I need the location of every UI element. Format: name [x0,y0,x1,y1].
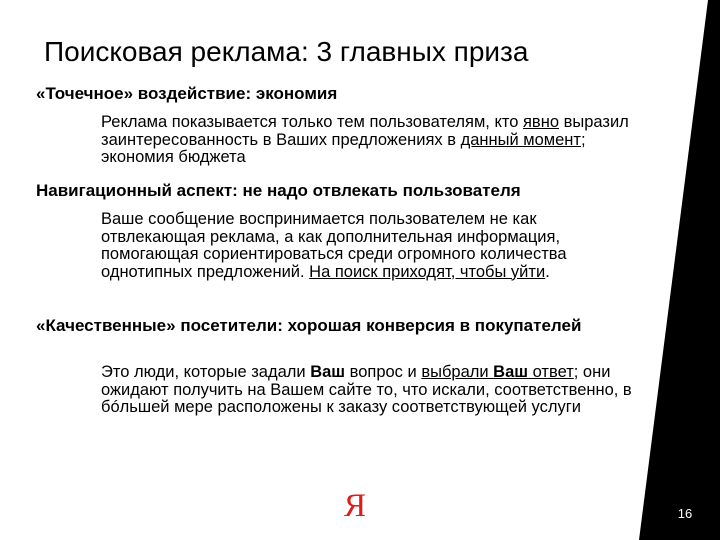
point-3-underline-bold: Ваш [493,363,529,381]
point-2-body [101,211,641,281]
point-3-underline-a: выбрали [421,363,494,381]
point-1-body [101,114,641,167]
point-1-underline-b: данный момент [460,130,581,149]
point-1-text-c: ; экономия бюджета [101,130,586,166]
yandex-logo: Я [344,488,367,524]
point-3-underline-b: ответ [528,363,574,381]
point-1-underline-a: явно [523,113,559,131]
point-1-text-b: выразил заинтересованность в Ваших предложениях в [101,113,629,149]
point-1-text-a: Реклама показывается только тем пользователям, кто [101,113,523,131]
point-3-text-a: Это люди, которые задали [101,363,311,381]
point-3-heading: «Качественные» посетители: хорошая конверсия в покупателей [36,316,582,335]
point-3-bold-a: Ваш [310,363,346,381]
page-number: 16 [677,506,693,521]
point-3-text-c: ; они ожидают получить на Вашем сайте то, что искали, соответственно, в бóльшей мере расположены к заказу соответствующей услуги [101,363,632,416]
point-1-heading: «Точечное» воздействие: экономия [36,84,338,103]
point-2-text-b: . [545,262,550,281]
point-2-heading: Навигационный аспект: не надо отвлекать пользователя [36,181,521,200]
corner-black-band [639,0,720,540]
point-2-text-a: Ваше сообщение воспринимается пользователем не как отвлекающая реклама, а как дополнительная информация, помогающая сориентироваться среди огромного количества однотипных предложений. [101,210,567,281]
slide-title: Поисковая реклама: 3 главных приза [44,36,529,67]
point-2-underline-a: На поиск приходят, чтобы уйти [309,262,546,281]
point-3-text-b: вопрос и [345,363,422,381]
point-3-body [101,364,641,417]
